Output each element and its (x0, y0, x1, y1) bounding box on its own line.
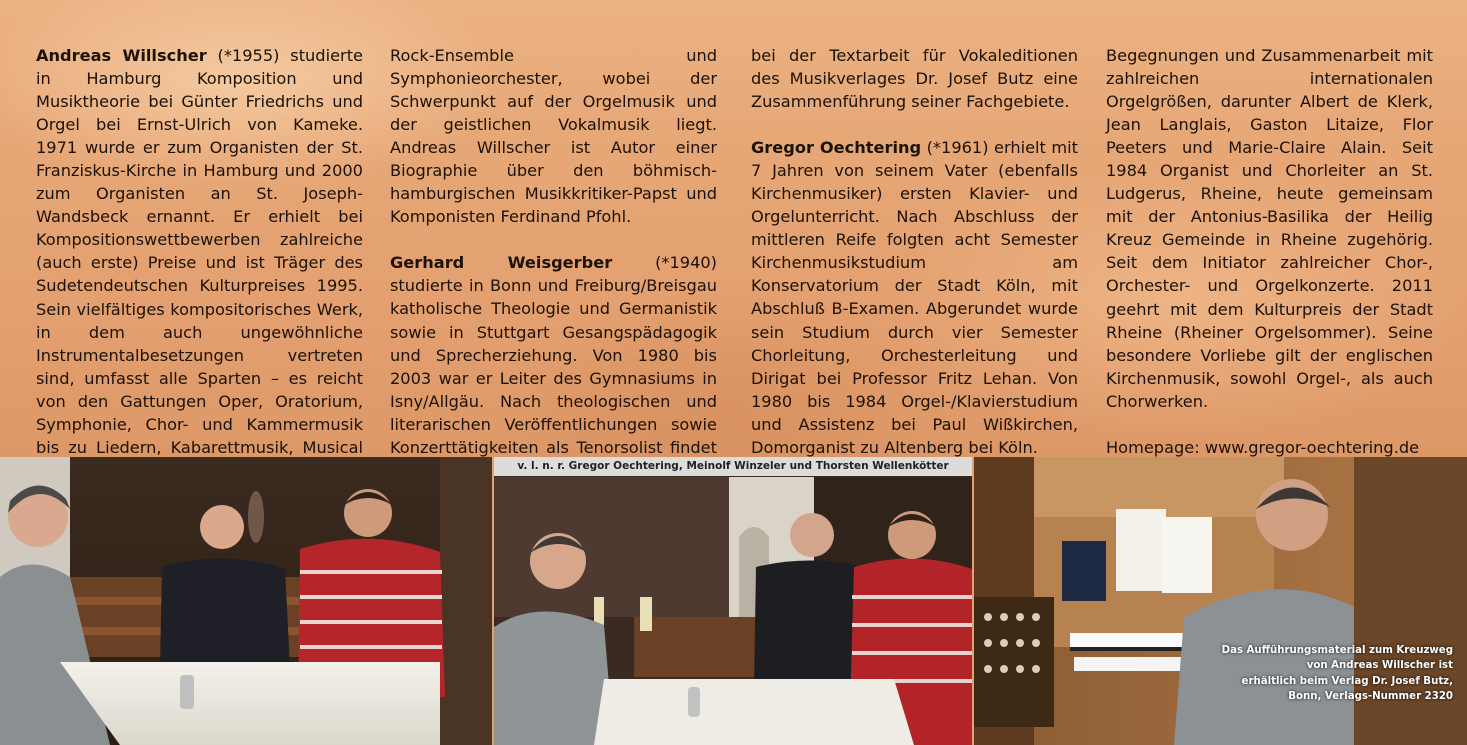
column-3 (751, 44, 1078, 459)
bio-text: (*1955) studierte in Hamburg Komposition und Musiktheorie bei Günter Friedrichs und Orgel bei Ernst-Ulrich von Kameke. 1971 wurde er zum Organisten der St. Franziskus-Kirche in Hamburg und 2000 zum Organisten an St. Joseph-Wandsbeck ernannt. Er erhielt bei Kompositionswettbewerben zahlreiche (auch erste) Preise und ist Träger des Sudetendeutschen Kulturpreises 1995. Sein vielfältiges kompositorisches Werk, in dem auch ungewöhnliche Instrumentalbesetzungen vertreten sind, umfasst alle Sparten – es reicht von den Gattungen Oper, Oratorium, Symphonie, Chor- und Kammermusik bis zu Liedern, Kabarettmusik, Musical (36, 46, 364, 457)
bio-andreas-willscher (36, 44, 363, 482)
photo-recording-session-left (0, 457, 492, 745)
person-name: Andreas Willscher (36, 46, 207, 65)
photo-illustration (0, 457, 492, 745)
homepage-link[interactable]: Homepage: www.gregor-oechtering.de (1106, 437, 1420, 457)
photo-group-middle (494, 457, 972, 745)
bio-gregor-oechtering (751, 136, 1078, 459)
bio-continuation: bei der Textarbeit für Vokaleditionen des Musikverlages Dr. Josef Butz eine Zusammenführung seiner Fachgebiete. (751, 46, 1078, 112)
photo-organist-right (974, 457, 1467, 745)
column-1 (36, 44, 363, 482)
bio-continuation: Begegnungen und Zusammenarbeit mit zahlreichen internationalen Orgelgrößen, darunter Albert de Klerk, Jean Langlais, Gaston Litaize, Flor Peeters und Marie-Claire Alain. Seit 1984 Organist und Chorleiter an St. Ludgerus, Rheine, heute gemeinsam mit der Antonius-Basilika der Heilig Kreuz Gemeinde in Rheine zugehörig. Seit dem Initiator zahlreicher Chor-, Orchester- und Orgelkonzerte. 2011 geehrt mit dem Kulturpreis der Stadt Rheine (Rheiner Orgelsommer). Seine besondere Vorliebe gilt der englischen Kirchenmusik, sowohl Orgel-, als auch Chorwerken. (1106, 46, 1433, 411)
column-2 (390, 44, 717, 482)
credit-line: Bonn, Verlags-Nummer 2320 (1288, 690, 1453, 702)
bio-text: (*1961) erhielt mit 7 Jahren von seinem Vater (ebenfalls Kirchenmusiker) ersten Klavier- und Orgelunterricht. Nach Abschluss der mittleren Reife folgten acht Semester Kirchenmusikstudium am Konservatorium der Stadt Köln, mit Abschluß B-Examen. Abgerundet wurde sein Studium durch vier Semester Chorleitung, Orchesterleitung und Dirigat bei Professor Fritz Lehan. Von 1980 bis 1984 Orgel-/Klavierstudium und Assistenz bei Paul Wißkirchen, Domorganist zu Altenberg bei Köln. (751, 138, 1078, 457)
column-4 (1106, 44, 1433, 459)
bio-continuation: Rock-Ensemble und Symphonieorchester, wobei der Schwerpunkt auf der Orgelmusik und der geistlichen Vokalmusik liegt. Andreas Willscher ist Autor einer Biographie über den böhmisch-hamburgischen Musikkritiker-Papst und Komponisten Ferdinand Pfohl. (390, 46, 717, 227)
photo-caption: v. l. n. r. Gregor Oechtering, Meinolf Winzeler und Thorsten Wellenkötter (494, 457, 972, 476)
person-name: Gregor Oechtering (751, 138, 922, 158)
bio-gerhard-weisgerber (390, 251, 717, 481)
bio-text: (*1940) studierte in Bonn und Freiburg/Breisgau katholische Theologie und Germanistik sowie in Stuttgart Gesangspädagogik und Sprecherziehung. Von 1980 bis 2003 war er Leiter des Gymnasiums in Isny/Allgäu. Nach theologischen und literarischen Veröffentlichungen sowie Konzerttätigkeiten als Tenorsolist findet (390, 253, 717, 457)
credit-line: erhältlich beim Verlag Dr. Josef Butz, (1241, 675, 1453, 687)
photo-illustration (494, 457, 972, 745)
credit-line: von Andreas Willscher ist (1306, 660, 1453, 672)
credit-line: Das Aufführungsmaterial zum Kreuzweg (1221, 645, 1453, 656)
publisher-credit (1213, 643, 1453, 704)
person-name: Gerhard Weisgerber (390, 253, 613, 273)
